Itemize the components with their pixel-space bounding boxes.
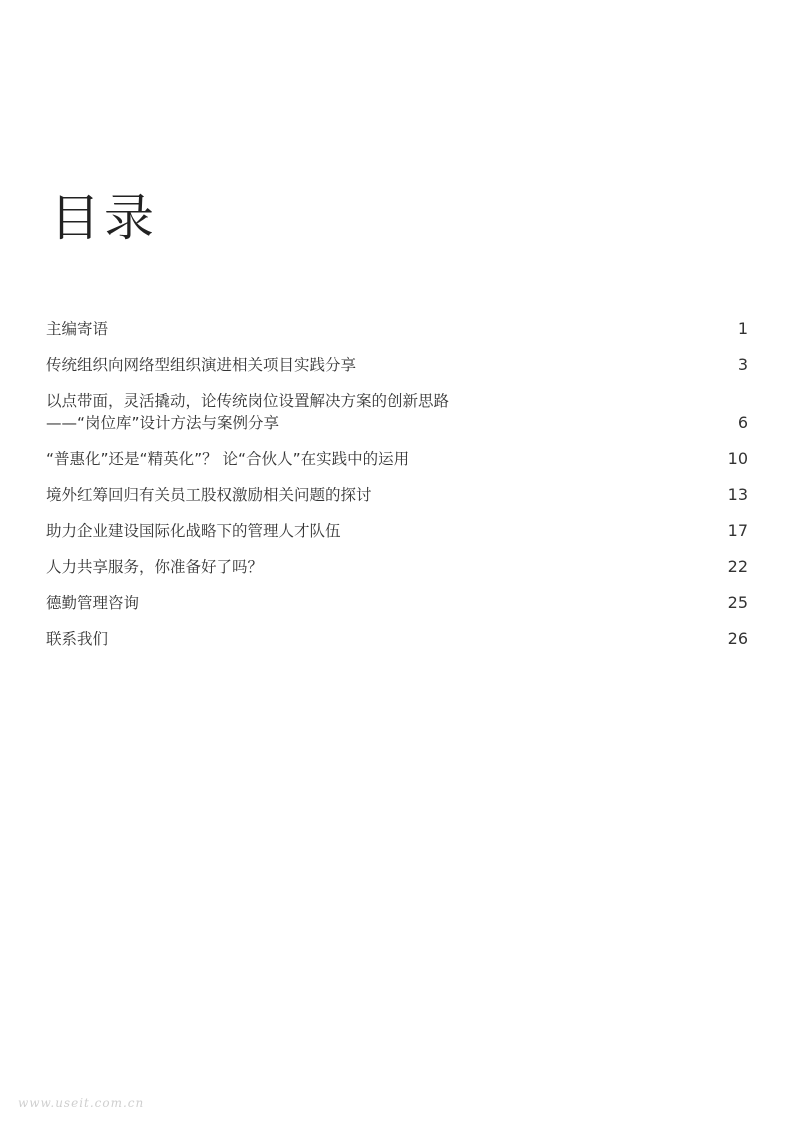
- toc-entry-page-number: 25: [727, 593, 748, 612]
- toc-entry-title: [46, 318, 108, 340]
- toc-entry-title-line: 以点带面，灵活撬动，论传统岗位设置解决方案的创新思路: [46, 392, 450, 410]
- toc-entry-title: [46, 592, 139, 614]
- toc-entry[interactable]: [46, 628, 748, 650]
- toc-entry-page-number: 6: [737, 413, 748, 432]
- toc-entry-title: [46, 448, 409, 470]
- toc-entry[interactable]: [46, 484, 748, 506]
- toc-entry-title-line: ——“岗位库”设计方法与案例分享: [46, 414, 280, 432]
- toc-entry-page-number: 22: [727, 557, 748, 576]
- toc-entry-title: [46, 556, 263, 578]
- toc-entry[interactable]: [46, 520, 748, 542]
- toc-entry-page-number: 13: [727, 485, 748, 504]
- toc-entry[interactable]: [46, 318, 748, 340]
- toc-entry-title-line: 联系我们: [46, 630, 109, 648]
- toc-entry-title-line: 传统组织向网络型组织演进相关项目实践分享: [46, 356, 357, 374]
- toc-entry[interactable]: [46, 354, 748, 376]
- toc-entry-title: [46, 354, 356, 376]
- toc-entry-title-line: 境外红筹回归有关员工股权激励相关问题的探讨: [46, 486, 372, 504]
- toc-entry-title: [46, 484, 372, 506]
- toc-entry[interactable]: [46, 592, 748, 614]
- toc-entry-page-number: 3: [737, 355, 748, 374]
- table-of-contents: [46, 318, 748, 664]
- toc-entry-title-line: 主编寄语: [46, 320, 109, 338]
- toc-entry[interactable]: [46, 390, 748, 434]
- watermark: www.useit.com.cn: [18, 1096, 145, 1110]
- toc-entry-title-line: 助力企业建设国际化战略下的管理人才队伍: [46, 522, 341, 540]
- toc-entry-title-line: “普惠化”还是“精英化”？ 论“合伙人”在实践中的运用: [46, 450, 410, 468]
- toc-entry-title-line: 德勤管理咨询: [46, 594, 140, 612]
- toc-entry-title: [46, 520, 341, 542]
- toc-entry-page-number: 1: [737, 319, 748, 338]
- page-title: 目录: [50, 189, 158, 247]
- toc-entry-page-number: 17: [727, 521, 748, 540]
- toc-entry[interactable]: [46, 556, 748, 578]
- toc-entry-title-line: 人力共享服务，你准备好了吗？: [46, 558, 264, 576]
- toc-entry[interactable]: [46, 448, 748, 470]
- toc-entry-title: [46, 390, 449, 434]
- toc-entry-title: [46, 628, 108, 650]
- toc-entry-page-number: 26: [727, 629, 748, 648]
- toc-entry-page-number: 10: [727, 449, 748, 468]
